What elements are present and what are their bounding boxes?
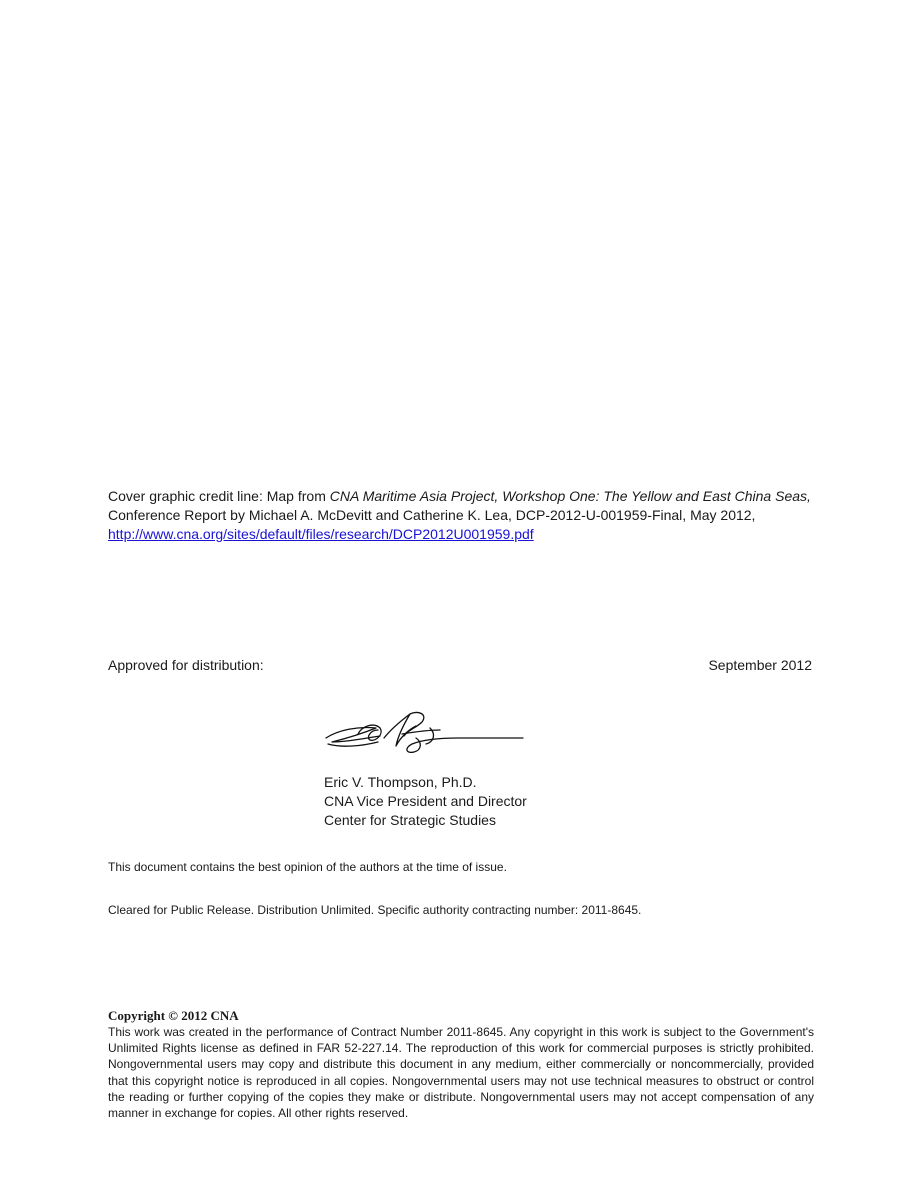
signer-department: Center for Strategic Studies	[324, 812, 496, 828]
signer-block	[324, 773, 527, 830]
signature-image	[318, 708, 528, 758]
copyright-body: This work was created in the performance of Contract Number 2011-8645. Any copyright in this work is subject to the Government's Unlimited Rights license as defined in FAR 52-227.14. The reproduction of this work for commercial purposes is strictly prohibited. Nongovernmental users may copy and distribute this document in any medium, either commercially or noncommercially, provided that this copyright notice is reproduced in all copies. Nongovernmental users may not use technical measures to obstruct or control the reading or further copying of the copies they make or distribute. Nongovernmental users may not accept compensation of any manner in exchange for copies. All other rights reserved.	[108, 1025, 814, 1121]
approval-label: Approved for distribution:	[108, 657, 264, 673]
opinion-note: This document contains the best opinion of the authors at the time of issue.	[108, 860, 507, 874]
credit-report-details: Conference Report by Michael A. McDevitt and Catherine K. Lea, DCP-2012-U-001959-Final, May 2012,	[108, 507, 756, 523]
clearance-note: Cleared for Public Release. Distribution Unlimited. Specific authority contracting number: 2011-8645.	[108, 903, 642, 917]
signer-name: Eric V. Thompson, Ph.D.	[324, 774, 477, 790]
credit-source-title: CNA Maritime Asia Project, Workshop One: The Yellow and East China Seas,	[329, 488, 811, 504]
cover-credit-line	[108, 487, 848, 544]
credit-prefix: Cover graphic credit line: Map from	[108, 488, 330, 504]
credit-report-link[interactable]: http://www.cna.org/sites/default/files/research/DCP2012U001959.pdf	[108, 526, 534, 542]
approval-date: September 2012	[708, 657, 812, 673]
copyright-title: Copyright © 2012 CNA	[108, 1008, 239, 1023]
signer-title: CNA Vice President and Director	[324, 793, 527, 809]
copyright-block	[108, 1008, 814, 1121]
